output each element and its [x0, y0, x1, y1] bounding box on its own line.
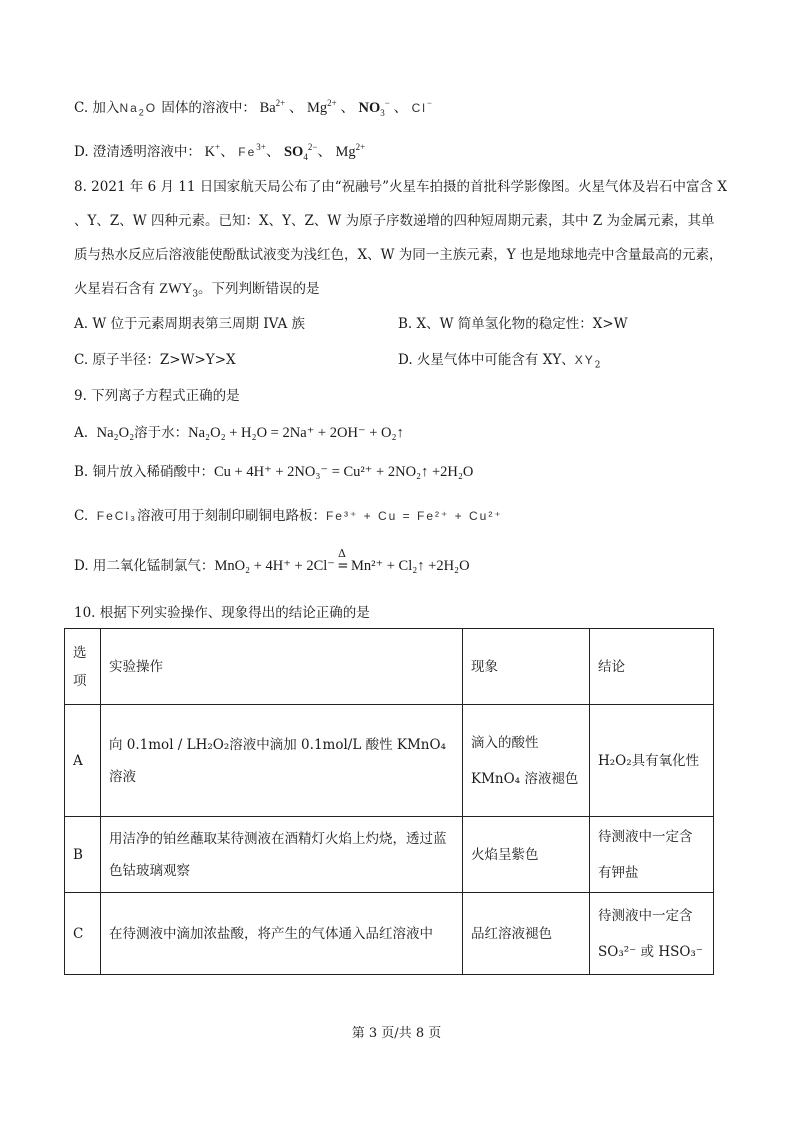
q9-option-d: D. 用二氧化锰制氯气：MnO₂ + 4H⁺ + 2Cl⁻ Δ = Mn²⁺ + Cl₂↑ +2H₂O: [74, 547, 470, 574]
row-conclusion: 待测液中一定含有钾盐: [590, 817, 714, 893]
row-observation: 火焰呈紫色: [463, 817, 590, 893]
header-option: 选项: [65, 629, 101, 705]
q8-stem-line-3: 质与热水反应后溶液能使酚酞试液变为浅红色，X、W 为同一主族元素，Y 也是地球地壳中含量最高的元素，: [74, 247, 723, 263]
q10-stem: 10. 根据下列实验操作、现象得出的结论正确的是: [74, 605, 370, 621]
q8-option-a: A. W 位于元素周期表第三周期 IVA 族: [74, 316, 305, 332]
row-operation: 在待测液中滴加浓盐酸，将产生的气体通入品红溶液中: [101, 893, 463, 975]
row-observation: 滴入的酸性 KMnO₄ 溶液褪色: [463, 705, 590, 817]
q8-stem-line-2: 、Y、Z、W 四种元素。已知：X、Y、Z、W 为原子序数递增的四种短周期元素，其中 Z 为金属元素，其单: [74, 213, 715, 229]
q9-option-a: A. Na₂O₂溶于水：Na₂O₂ + H₂O = 2Na⁺ + 2OH⁻ + O₂↑: [74, 425, 404, 441]
q8-option-d: D. 火星气体中可能含有 XY、$XY_2$: [398, 352, 601, 371]
row-option: A: [65, 705, 101, 817]
row-option: B: [65, 817, 101, 893]
table-row: [65, 705, 714, 817]
heat-arrow: Δ =: [337, 547, 349, 574]
q9-option-c: C. FeCl₃溶液可用于刻制印刷铜电路板：Fe³⁺ + Cu = Fe²⁺ + Cu²⁺: [74, 508, 503, 524]
q8-option-b: B. X、W 简单氢化物的稳定性：X>W: [398, 316, 628, 332]
q7-option-c: C. 加入$Na_2O$ 固体的溶液中： $Ba^{2+}$ 、 $Mg^{2+}$ 、 $NO_3^-$ 、 Cl−: [74, 98, 432, 118]
q8-stem-line-4: 火星岩石含有 $ZWY_3$。下列判断错误的是: [74, 281, 320, 300]
table-header-row: [65, 629, 714, 705]
experiment-table: [64, 628, 714, 975]
ion-list: K+、 $Fe^{3+}$、 $SO_4^{2-}$、 $Mg^{2+}$: [204, 142, 366, 162]
row-operation: 向 0.1mol / LH₂O₂溶液中滴加 0.1mol/L 酸性 KMnO₄ 溶液: [101, 705, 463, 817]
q7-option-d: D. 澄清透明溶液中： K+、 $Fe^{3+}$、 $SO_4^{2-}$、 $Mg^{2+}$: [74, 142, 366, 162]
ion-list: $Ba^{2+}$ 、 $Mg^{2+}$ 、 $NO_3^-$ 、 Cl−: [259, 98, 432, 118]
page-footer: 第 3 页/共 8 页: [351, 1026, 442, 1041]
table-row: [65, 817, 714, 893]
row-option: C: [65, 893, 101, 975]
q8-option-c: C. 原子半径：Z>W>Y>X: [74, 352, 236, 368]
header-operation: 实验操作: [101, 629, 463, 705]
row-conclusion: 待测液中一定含 SO₃²⁻ 或 HSO₃⁻: [590, 893, 714, 975]
q9-stem: 9. 下列离子方程式正确的是: [74, 388, 240, 404]
q8-stem-line-1: 8. 2021 年 6 月 11 日国家航天局公布了由“祝融号”火星车拍摄的首批科学影像图。火星气体及岩石中富含 X: [74, 179, 727, 195]
q9-option-b: B. 铜片放入稀硝酸中：Cu + 4H⁺ + 2NO₃⁻ = Cu²⁺ + 2NO₂↑ +2H₂O: [74, 464, 474, 480]
row-conclusion: H₂O₂具有氧化性: [590, 705, 714, 817]
table-row: [65, 893, 714, 975]
row-operation: 用洁净的铂丝蘸取某待测液在酒精灯火焰上灼烧，透过蓝色钴玻璃观察: [101, 817, 463, 893]
na2o-formula: $Na_2O$: [119, 101, 158, 118]
header-observation: 现象: [463, 629, 590, 705]
row-observation: 品红溶液褪色: [463, 893, 590, 975]
header-conclusion: 结论: [590, 629, 714, 705]
